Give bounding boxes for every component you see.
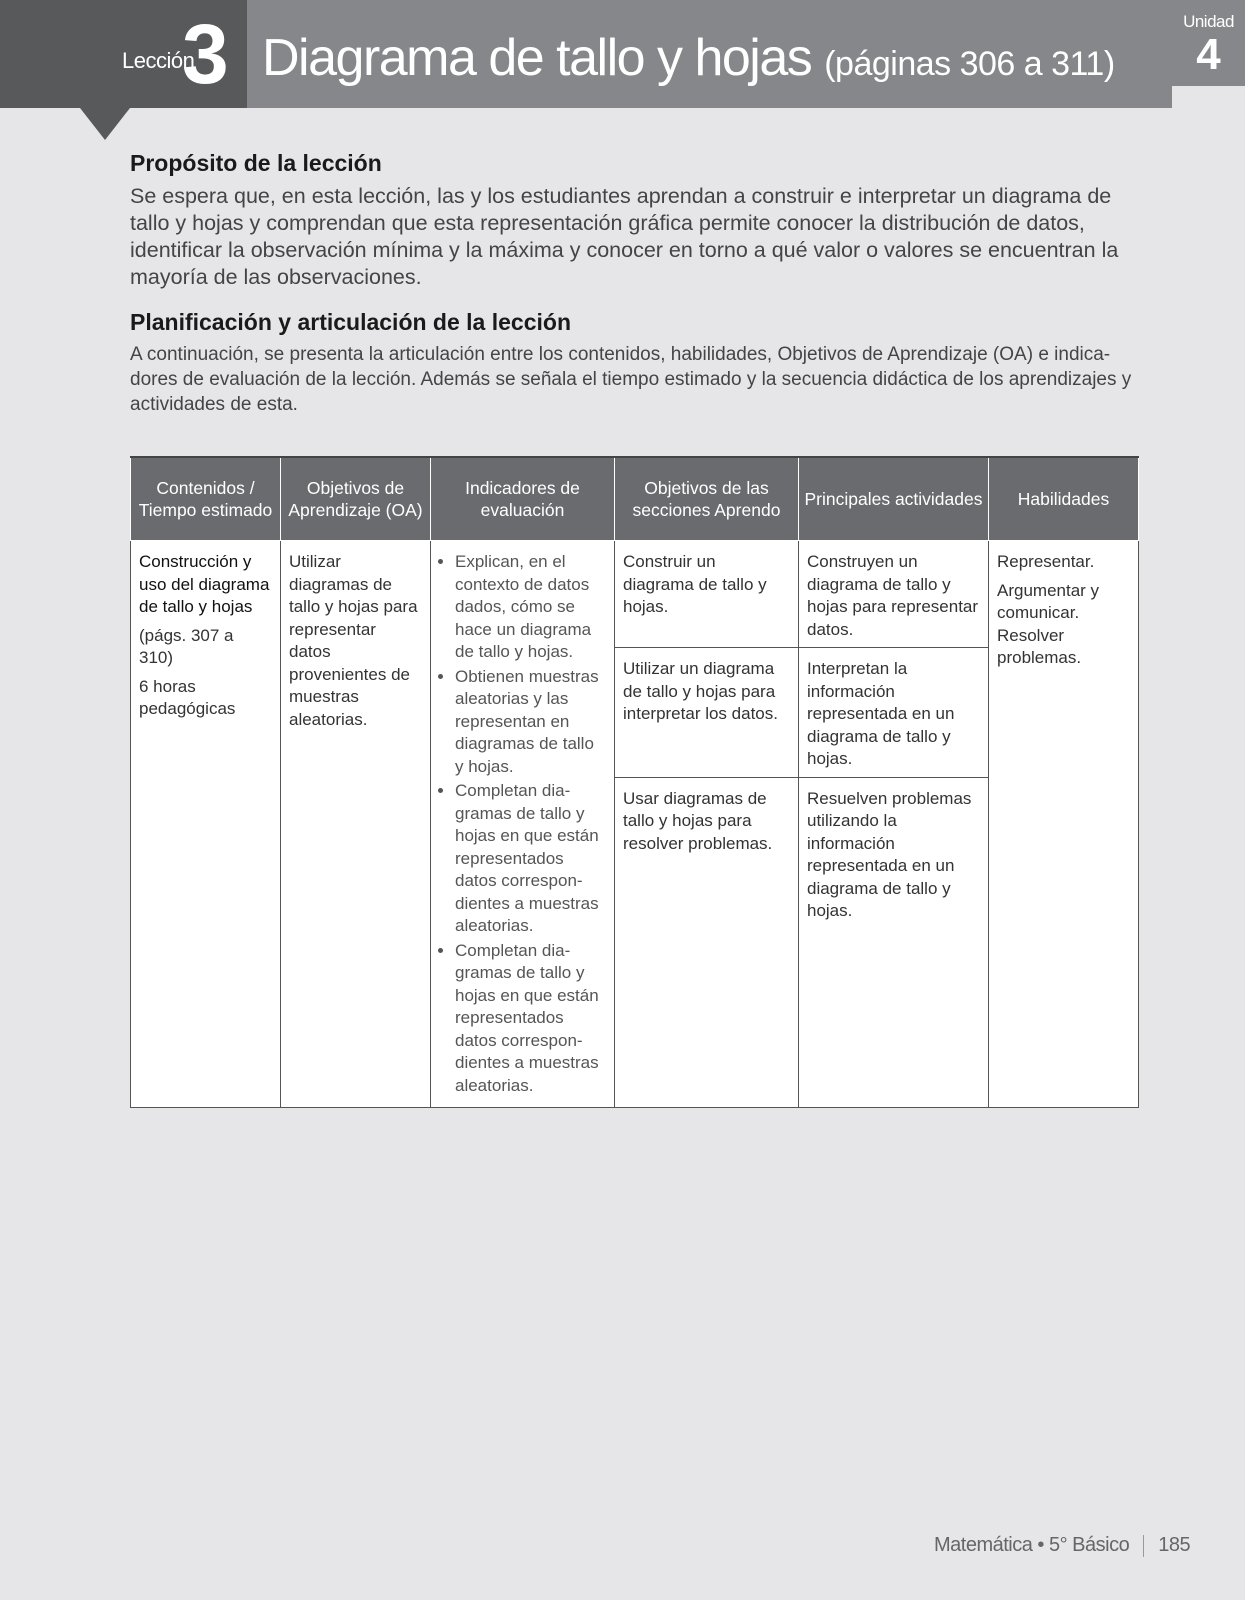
- unit-badge: [1172, 0, 1245, 86]
- lesson-word: Lección: [122, 48, 195, 73]
- cell-contenidos: [131, 541, 281, 1108]
- header-oa: Objetivos de Aprendizaje (OA): [281, 457, 431, 541]
- contenidos-pages: (págs. 307 a 310): [139, 625, 234, 667]
- page-title: [262, 28, 1115, 94]
- title-main: Diagrama de tallo y hojas: [262, 29, 812, 87]
- cell-actividad: Construyen un diagrama de tallo y hojas para representar datos.: [799, 541, 989, 648]
- cell-actividad: Resuelven problemas utilizando la información representada en un diagrama de tallo y hojas.: [799, 777, 989, 1107]
- unit-notch: [1156, 36, 1172, 62]
- title-pages: (páginas 306 a 311): [824, 45, 1115, 83]
- planning-table: [130, 456, 1139, 1108]
- unit-label: Unidad: [1183, 12, 1234, 31]
- cell-objetivo-aprendo: Construir un diagrama de tallo y hojas.: [615, 541, 799, 648]
- indicador-item: • Explican, en el contexto de datos dados, cómo se hace un diagrama de tallo y hojas.: [455, 551, 606, 664]
- intro-section: [130, 150, 1138, 417]
- cell-oa: Utilizar diagramas de tallo y hojas para representar datos provenientes de muestras aleatorias.: [281, 541, 431, 1108]
- cell-objetivo-aprendo: Utilizar un diagrama de tallo y hojas para interpretar los datos.: [615, 648, 799, 778]
- footer-divider: [1143, 1535, 1144, 1557]
- habilidad-first: Representar.: [997, 552, 1095, 571]
- header-objetivos-aprendo: Objetivos de las secciones Aprendo: [615, 457, 799, 541]
- indicador-item: • Obtienen muestras aleatorias y las representan en diagramas de tallo y hojas.: [455, 666, 606, 779]
- header-actividades: Principales actividades: [799, 457, 989, 541]
- planning-text: A continuación, se presenta la articulación entre los contenidos, habilidades, Objetivos de Aprendizaje (OA) e indica-dores de evaluación de la lección. Además se señala el tiempo estimado y la secuencia didáctica de los aprendizajes y actividades de esta.: [130, 344, 1132, 415]
- table-header-row: [131, 457, 1139, 541]
- cell-objetivo-aprendo: Usar diagramas de tallo y hojas para resolver problemas.: [615, 777, 799, 1107]
- header-habilidades: Habilidades: [989, 457, 1139, 541]
- page-footer: [934, 1534, 1190, 1557]
- unit-number: 4: [1196, 30, 1221, 79]
- lesson-pointer: [80, 108, 130, 140]
- lesson-number: 3: [182, 7, 229, 101]
- header-indicadores: Indicadores de evaluación: [431, 457, 615, 541]
- indicador-item: • Completan dia-gramas de tallo y hojas en que están representados datos correspon-dientes a muestras aleatorias.: [455, 940, 606, 1098]
- footer-subject: Matemática • 5° Básico: [934, 1534, 1130, 1556]
- page-header: [0, 0, 1245, 108]
- contenidos-time: 6 horas pedagógicas: [139, 676, 236, 718]
- table-row: [131, 541, 1139, 648]
- cell-habilidades: [989, 541, 1139, 1108]
- page-number: 185: [1158, 1534, 1191, 1556]
- planning-heading: Planificación y articulación de la lección: [130, 309, 571, 335]
- lesson-badge: [0, 0, 247, 108]
- indicadores-list: [437, 551, 606, 1097]
- habilidad-rest: Argumentar y comunicar. Resolver problemas.: [997, 580, 1100, 667]
- header-contenidos: Contenidos / Tiempo estimado: [131, 457, 281, 541]
- purpose-heading: Propósito de la lección: [130, 150, 382, 176]
- cell-indicadores: [431, 541, 615, 1108]
- contenidos-title: Construcción y uso del diagrama de tallo y hojas: [139, 552, 270, 616]
- purpose-text: Se espera que, en esta lección, las y los estudiantes aprendan a construir e interpretar un diagrama de tallo y hojas y comprendan que esta representación gráfica permite conocer la distribución de datos, identificar la observación mínima y la máxima y conocer en torno a qué valor o valores se encuentran la mayoría de las observaciones.: [130, 184, 1119, 289]
- indicador-item: • Completan dia-gramas de tallo y hojas en que están representados datos correspon-dientes a muestras aleatorias.: [455, 780, 606, 938]
- cell-actividad: Interpretan la información representada en un diagrama de tallo y hojas.: [799, 648, 989, 778]
